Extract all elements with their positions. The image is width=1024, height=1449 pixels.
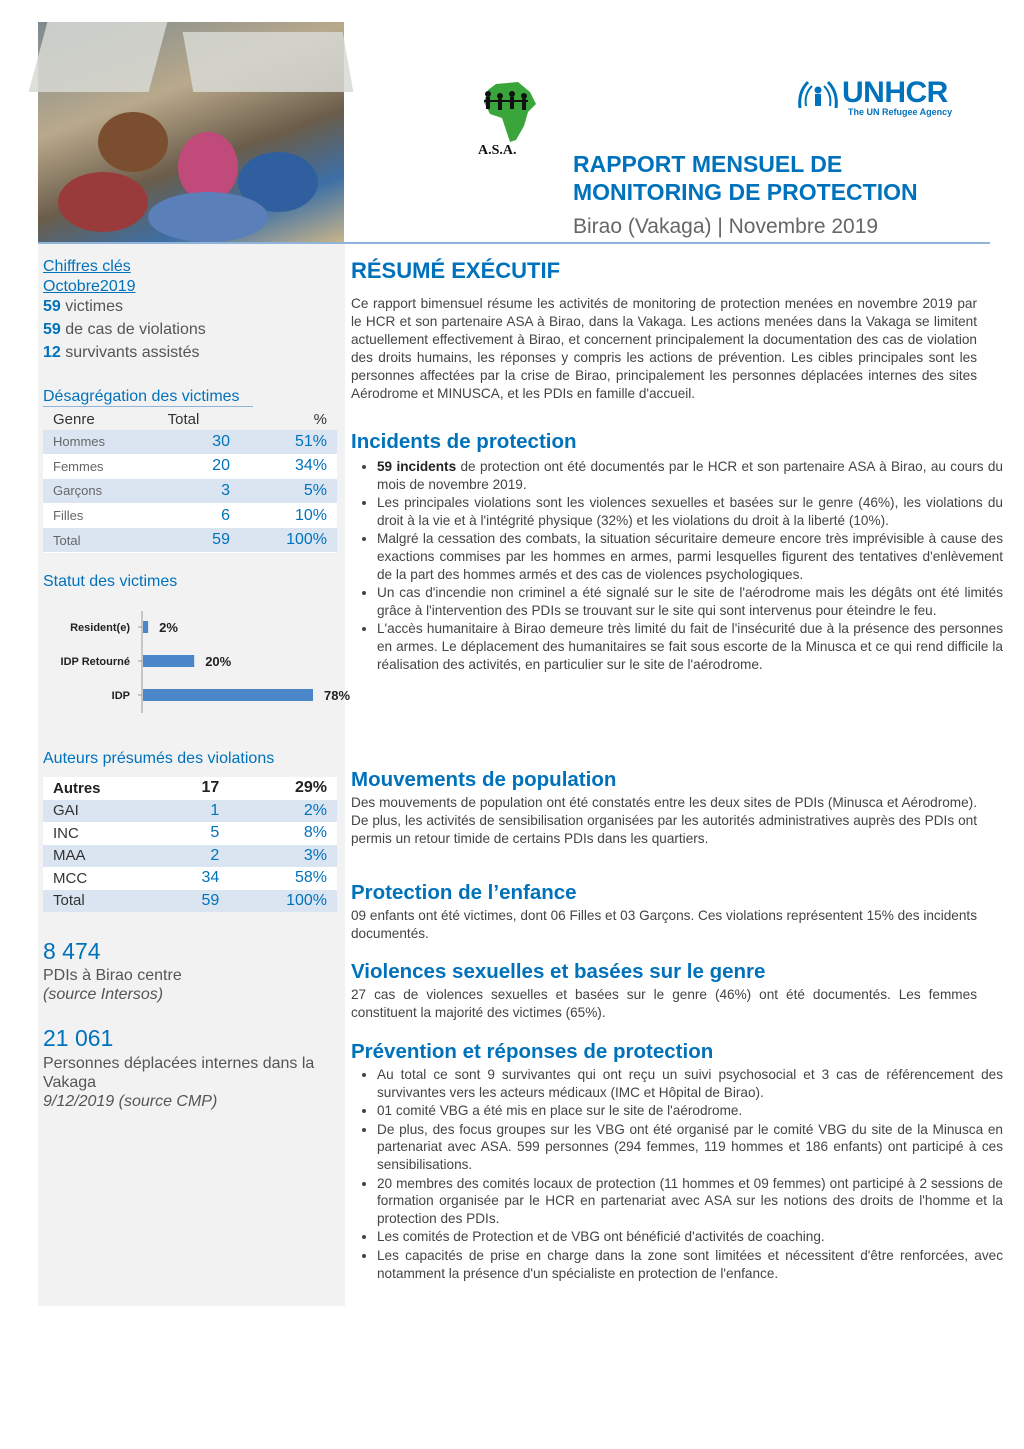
movements-title: Mouvements de population [351,768,617,791]
status-title: Statut des victimes [43,573,178,590]
movements-text: Des mouvements de population ont été constatés entre les deux sites de PDIs (Minusca et Aérodrome). De plus, les activités de sensibilisation organisées par les autorités administratives auprès des PDIs ont permis un retour timide de certains PDIs dans les quartiers. [351,795,977,846]
incidents-list [351,458,1003,674]
data-label: 20% [205,654,232,669]
disaggregation-table [43,408,337,553]
category-label: Resident(e) [70,622,130,634]
figure-idps-vakaga-label: Personnes déplacées internes dans la Vakaga 9/12/2019 (source CMP) [43,1055,315,1110]
key-figures-link[interactable]: Chiffres clés [43,258,131,275]
stat-violations: 59 de cas de violations [43,321,206,338]
list-item: • 20 membres des comités locaux de protection (11 hommes et 09 femmes) ont participé à 2 sessions de formation organisée par le HCR en partenariat avec ASA sur les notions des droits de l'homme et la protection des PDIs. [377,1175,1003,1228]
list-item: • Malgré la cessation des combats, la situation sécuritaire demeure encore très imprévisible à cause des exactions commises par les hommes en armes, parmi lesquelles figurent des tentatives d'enlèvement de la part des hommes armés et des cas de violences psychologiques. [377,530,1003,583]
child-protection-title: Protection de l’enfance [351,881,577,904]
list-item: • Au total ce sont 9 survivantes qui ont reçu un suivi psychosocial et 3 cas de référencement des survivantes vers les acteurs médicaux (IMC et Hôpital de Birao). [377,1066,1003,1101]
table-row: Hommes 30 51% [43,430,337,454]
disaggregation-title: Désagrégation des victimes [43,388,253,407]
table-row: Filles 6 10% [43,503,337,528]
category-label: IDP [111,690,130,702]
asa-logo [474,78,550,158]
list-item: • Un cas d'incendie non criminel a été signalé sur le site de l'aérodrome mais les dégâts ont été limités grâce à l'intervention des PDIs se trouvant sur le site qui sont intervenus pour éteindre le feu. [377,584,1003,619]
list-item: • Les comités de Protection et de VBG ont bénéficié d'activités de coaching. [377,1228,1003,1246]
col-header: Genre [53,410,95,428]
bar [143,655,194,667]
table-row: GAI 1 2% [43,800,337,823]
figure-idps-birao: 8 474 [43,938,101,964]
prevention-list [351,1066,1003,1283]
table-row: Total 59 100% [43,890,337,913]
africa-map-icon [474,78,550,158]
month-link[interactable]: Octobre2019 [43,278,136,295]
list-item: • L'accès humanitaire à Birao demeure très limité du fait de l'insécurité due à la présence des personnes en armes. Le déplacement des humanitaires se fait sous escorte de la Minusca et ce qui rend difficile la réalisation des activités, en particulier sur le site de l'aérodrome. [377,620,1003,673]
unhcr-logo [796,76,962,120]
table-row: Garçons 3 5% [43,479,337,504]
bar [143,689,313,701]
gbv-title: Violences sexuelles et basées sur le genre [351,960,766,983]
list-item: • De plus, des focus groupes sur les VBG ont été organisé par le comité VBG du site de la Minusca en partenariat avec ASA. 599 personnes (294 femmes, 119 hommes et 186 enfants) ont participé à ces sensibilisations. [377,1121,1003,1174]
stat-survivors: 12 survivants assistés [43,344,200,361]
list-item: • Les capacités de prise en charge dans la zone sont limitées et nécessitent d'être renforcées, avec notamment la présence d'un spécialiste en protection de l'enfance. [377,1247,1003,1282]
authors-title: Auteurs présumés des violations [43,750,275,767]
unhcr-tagline: The UN Refugee Agency [848,107,953,117]
authors-table [43,777,337,912]
figure-idps-birao-label: PDIs à Birao centre (source Intersos) [43,967,182,1003]
prevention-title: Prévention et réponses de protection [351,1040,714,1063]
gbv-text: 27 cas de violences sexuelles et basées sur le genre (46%) ont été documentés. Les femmes constituent la majorité des victimes (65%). [351,987,977,1020]
list-item: • Les principales violations sont les violences sexuelles et basées sur le genre (46%), les violations du droit à la vie et à l'intégrité physique (32%) et les violations du droit à la liberté (10%). [377,494,1003,529]
figure-idps-vakaga: 21 061 [43,1025,114,1051]
data-label: 78% [324,688,351,703]
list-item: • 59 incidents de protection ont été documentés par le HCR et son partenaire ASA à Birao, au cours du mois de novembre 2019. [377,458,1003,493]
unhcr-emblem-icon [796,76,840,116]
table-row: Total 59 100% [43,528,337,553]
stat-victims: 59 victimes [43,298,124,315]
list-item: • 01 comité VBG a été mis en place sur le site de l'aérodrome. [377,1102,1003,1120]
data-label: 2% [159,620,178,635]
table-row: MCC 34 58% [43,867,337,890]
category-label: IDP Retourné [60,656,130,668]
status-chart [43,605,351,715]
summary-title: RÉSUMÉ EXÉCUTIF [351,258,561,283]
table-row: Femmes 20 34% [43,454,337,479]
summary-text: Ce rapport bimensuel résume les activités de monitoring de protection menées en novembre 2019 par le HCR et son partenaire ASA à Birao, dans la Vakaga. Les actions menées dans la Vakaga se limitent actuellement effectivement à Birao, et concernent principalement la documentation des cas de violation des droits humains, les réponses y compris les actions de prévention. Les cibles principales sont les personnes affectées par la crise de Birao, principalement les personnes déplacées internes des sites Aérodrome et MINUSCA, et les PDIs en famille d'accueil. [351,296,977,401]
child-protection-text: 09 enfants ont été victimes, dont 06 Filles et 03 Garçons. Ces violations représentent 15% des incidents documentés. [351,908,977,941]
col-header: Total [167,410,200,428]
svg-text:A.S.A.: A.S.A. [478,143,517,158]
bar [143,621,148,633]
table-row: Autres 17 29% [43,777,337,800]
col-header: % [313,410,327,428]
cover-photo [38,22,344,242]
table-row: INC 5 8% [43,822,337,845]
report-title: RAPPORT MENSUEL DE MONITORING DE PROTECTION [573,151,918,205]
incidents-title: Incidents de protection [351,430,577,453]
report-subtitle: Birao (Vakaga) | Novembre 2019 [573,215,879,238]
unhcr-name: UNHCR [842,76,948,109]
table-row: MAA 2 3% [43,845,337,868]
